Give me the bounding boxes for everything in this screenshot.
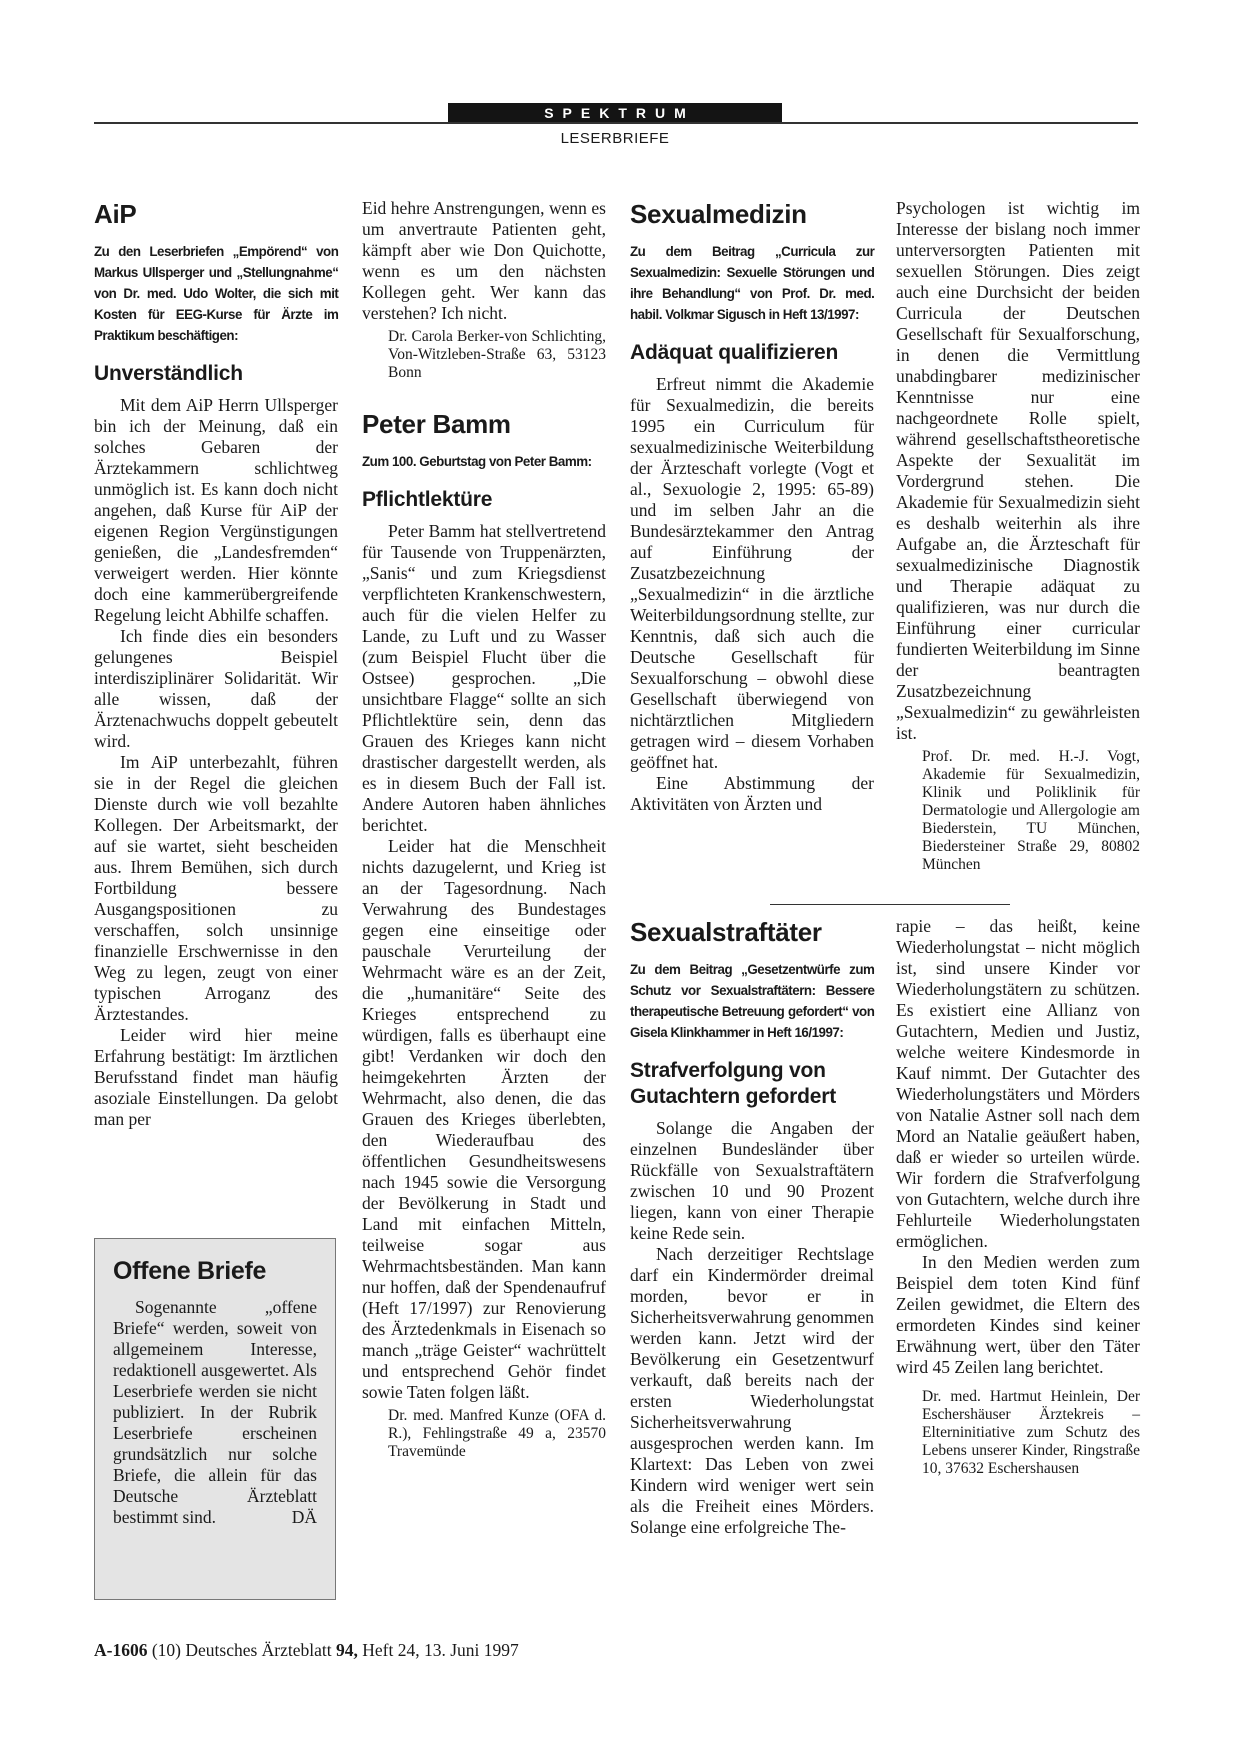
paragraph: In den Medien werden zum Beispiel dem toten Kind fünf Zeilen gewidmet, die Eltern des ermordeten Kindes sind keiner Erwähnung wert, über den Täter wird 45 Zeilen lang berichtet. xyxy=(896,1252,1140,1377)
article-title-peter-bamm: Peter Bamm xyxy=(362,409,511,439)
section-header: SPEKTRUM xyxy=(448,103,782,123)
box-title: Offene Briefe xyxy=(113,1257,267,1285)
paragraph: Leider wird hier meine Erfahrung bestätigt: Im ärztlichen Berufsstand findet man häufig asoziale Einstellungen. Da gelobt man per xyxy=(94,1025,338,1129)
letter-signature: Dr. Carola Berker-von Schlichting, Von-Witzleben-Straße 63, 53123 Bonn xyxy=(388,328,606,381)
column-1 xyxy=(94,198,338,1130)
header-rule xyxy=(94,122,1138,124)
info-box-offene-briefe xyxy=(94,1238,336,1600)
column-4 xyxy=(896,198,1140,874)
paragraph: Eine Abstimmung der Aktivitäten von Ärzten und xyxy=(630,773,874,814)
section-subheader: LESERBRIEFE xyxy=(560,130,670,147)
paragraph: Im AiP unterbezahlt, führen sie in der Regel die gleichen Dienste durch wie voll bezahlte Kollegen. Der Arbeitsmarkt, der auf sie wartet, sieht bescheiden aus. Ihrem Bemühen, sich durch Fortbildung bessere Ausgangspositionen zu verschaffen, solch unsinnige finanzielle Erschwernisse in den Weg zu legen, zeugt von einer typischen Arroganz des Ärztestandes. xyxy=(94,752,338,1024)
column-3 xyxy=(630,198,874,815)
paragraph: Mit dem AiP Herrn Ullsperger bin ich der Meinung, daß ein solches Gebaren der Ärztekammern schlichtweg unmöglich ist. Es kann doch nicht angehen, daß Kurse für AiP der eigenen Region Vergünstigungen genießen, die „Landesfremden“ verweigert werden. Hier könnte doch eine kammerübergreifende Regelung leicht Abhilfe schaffen. xyxy=(94,395,338,625)
paragraph: Nach derzeitiger Rechtslage darf ein Kindermörder dreimal morden, bevor er in Sicherheitsverwahrung genommen werden kann. Jetzt wird der Bevölkerung ein Gesetzentwurf verkauft, daß bereits nach der ersten Wiederholungstat Sicherheitsverwahrung ausgesprochen werden kann. Im Klartext: Das Leben von zwei Kindern wird weniger wert sein als die Freiheit eines Mörders. Solange eine erfolgreiche The- xyxy=(630,1244,874,1537)
column-2 xyxy=(362,198,606,1461)
letter-signature: Dr. med. Hartmut Heinlein, Der Eschershäuser Ärztekreis – Elterninitiative zum Schutz des Lebens unserer Kinder, Ringstraße 10, 37632 Eschershausen xyxy=(922,1388,1140,1477)
footer-journal: (10) Deutsches Ärzteblatt xyxy=(151,1640,332,1660)
footer-volume: 94, xyxy=(336,1640,358,1660)
paragraph: Erfreut nimmt die Akademie für Sexualmedizin, die bereits 1995 ein Curriculum für sexualmedizinische Weiterbildung der Ärzteschaft vorlegte (Vogt et al., Sexuologie 2, 1995: 65-89) und im selben Jahr an die Bundesärztekammer den Antrag auf Einführung der Zusatzbezeichnung „Sexualmedizin“ in die ärztliche Weiterbildungsordnung stellte, zur Kenntnis, daß sich auch die Deutsche Gesellschaft für Sexualforschung – obwohl diese Gesellschaft überwiegend von nichtärztlichen Mitgliedern getragen wird – diesem Vorhaben geöffnet hat. xyxy=(630,374,874,772)
letter-title: Pflichtlektüre xyxy=(362,488,493,511)
paragraph: rapie – das heißt, keine Wiederholungstat – nicht möglich ist, sind unsere Kinder vor Wiederholungstätern zu schützen. Es existiert eine Allianz von Gutachtern, Medien und Justiz, welche weitere Kindesmorde in Kauf nimmt. Der Gutachter des Wiederholungstäters und Mörders von Natalie Astner soll nach dem Mord an Natalie geäußert haben, daß er wieder so urteilen würde. Wir fordern die Strafverfolgung von Gutachtern, welche durch ihre Fehlurteile Wiederholungstaten ermöglichen. xyxy=(896,916,1140,1251)
box-signoff: DÄ xyxy=(291,1507,317,1527)
letter-title: Unverständlich xyxy=(94,362,243,385)
article-intro: Zum 100. Geburtstag von Peter Bamm: xyxy=(362,454,592,470)
article-intro: Zu dem Beitrag „Curricula zur Sexualmedizin: Sexuelle Störungen und ihre Behandlung“ von Prof. Dr. med. habil. Volkmar Sigusch in Heft 13/1997: xyxy=(630,244,875,323)
article-title-sexualmedizin: Sexualmedizin xyxy=(630,199,807,229)
paragraph: Ich finde dies ein besonders gelungenes Beispiel interdisziplinärer Solidarität. Wir alle wissen, daß der Ärztenachwuchs doppelt gebeutelt wird. xyxy=(94,626,338,751)
paragraph: Leider hat die Menschheit nichts dazugelernt, und Krieg ist an der Tagesordnung. Nach Verwahrung des Bundestages gegen eine einseitige oder pauschale Verurteilung der Wehrmacht wäre es an der Zeit, die „humanitäre“ Seite des Krieges entsprechend zu würdigen, falls es überhaupt eine gibt! Verdanken wir doch den heimgekehrten Ärzten der Wehrmacht, also denen, die das Grauen des Krieges überlebten, den Wiederaufbau des öffentlichen Gesundheitswesens nach 1945 sowie die Versorgung der Bevölkerung in Stadt und Land mit einfachen Mitteln, teilweise sogar aus Wehrmachtsbeständen. Man kann nur hoffen, daß der Spendenaufruf (Heft 17/1997) zur Renovierung des Ärztedenkmals in Eisenach so manch „träge Geister“ wachrüttelt und entsprechend Gehör findet sowie Taten folgen läßt. xyxy=(362,836,606,1402)
paragraph: Psychologen ist wichtig im Interesse der bislang noch immer unterversorgten Patienten mit sexuellen Störungen. Dies zeigt auch eine Durchsicht der beiden Curricula der Deutschen Gesellschaft für Sexualforschung, in denen die Vermittlung unabdingbarer medizinischer Kenntnisse nur eine nachgeordnete Rolle spielt, während gesellschaftstheoretische Aspekte der Sexualität im Vordergrund stehen. Die Akademie für Sexualmedizin sieht es deshalb weiterhin als ihre Aufgabe an, die Ärzteschaft für sexualmedizinische Diagnostik und Therapie adäquat zu qualifizieren, was nur durch die Einführung einer curricular fundierten Weiterbildung im Sinne der beantragten Zusatzbezeichnung „Sexualmedizin“ zu gewährleisten ist. xyxy=(896,198,1140,743)
page-number: A-1606 xyxy=(94,1640,148,1660)
letter-title: Strafverfolgung von Gutachtern gefordert xyxy=(630,1059,837,1108)
paragraph: Solange die Angaben der einzelnen Bundesländer über Rückfälle von Sexualstraftätern zwischen 10 und 90 Prozent liegen, kann von einer Therapie keine Rede sein. xyxy=(630,1118,874,1243)
letter-signature: Dr. med. Manfred Kunze (OFA d. R.), Fehlingstraße 49 a, 23570 Travemünde xyxy=(388,1407,606,1460)
letter-title: Adäquat qualifizieren xyxy=(630,341,839,364)
column-3-lower xyxy=(630,916,874,1538)
paragraph: Peter Bamm hat stellvertretend für Tausende von Truppenärzten, „Sanis“ und zum Kriegsdienst verpflichteten Krankenschwestern, auch für die vielen Helfer zu Lande, zu Luft und zu Wasser (zum Beispiel Flucht über die Ostsee) gesprochen. „Die unsichtbare Flagge“ sollte an sich Pflichtlektüre sein, denn das Grauen des Krieges kann nicht drastischer dargestellt werden, als es in diesem Buch der Fall ist. Andere Autoren haben ähnliches berichtet. xyxy=(362,521,606,835)
footer-issue: Heft 24, 13. Juni 1997 xyxy=(362,1640,519,1660)
article-intro: Zu den Leserbriefen „Empörend“ von Markus Ullsperger und „Stellungnahme“ von Dr. med. Udo Wolter, die sich mit Kosten für EEG-Kurse für Ärzte im Praktikum beschäftigen: xyxy=(94,244,339,344)
paragraph: Eid hehre Anstrengungen, wenn es um anvertraute Patienten geht, kämpft aber wie Don Quichotte, wenn es um den nächsten Kollegen geht. Wer kann das verstehen? Ich nicht. xyxy=(362,198,606,323)
box-body: Sogenannte „offene Briefe“ werden, soweit von allgemeinem Interesse, redaktionell ausgewertet. Als Leserbriefe werden sie nicht publiziert. In der Rubrik Leserbriefe erscheinen grundsätzlich nur solche Briefe, die allein für das Deutsche Ärzteblatt bestimmt sind. xyxy=(113,1297,317,1527)
box-text xyxy=(113,1297,317,1528)
separator-rule xyxy=(770,904,1010,905)
article-intro: Zu dem Beitrag „Gesetzentwürfe zum Schutz vor Sexualstraftätern: Bessere therapeutische Betreuung gefordert“ von Gisela Klinkhammer in Heft 16/1997: xyxy=(630,962,875,1041)
column-4-lower xyxy=(896,916,1140,1478)
letter-signature: Prof. Dr. med. H.-J. Vogt, Akademie für Sexualmedizin, Klinik und Poliklinik für Dermatologie und Allergologie am Biederstein, TU München, Biedersteiner Straße 29, 80802 München xyxy=(922,748,1140,873)
article-title-sexualstraftaeter: Sexualstraftäter xyxy=(630,917,822,947)
article-title-aip: AiP xyxy=(94,199,137,229)
page-footer xyxy=(94,1640,519,1661)
